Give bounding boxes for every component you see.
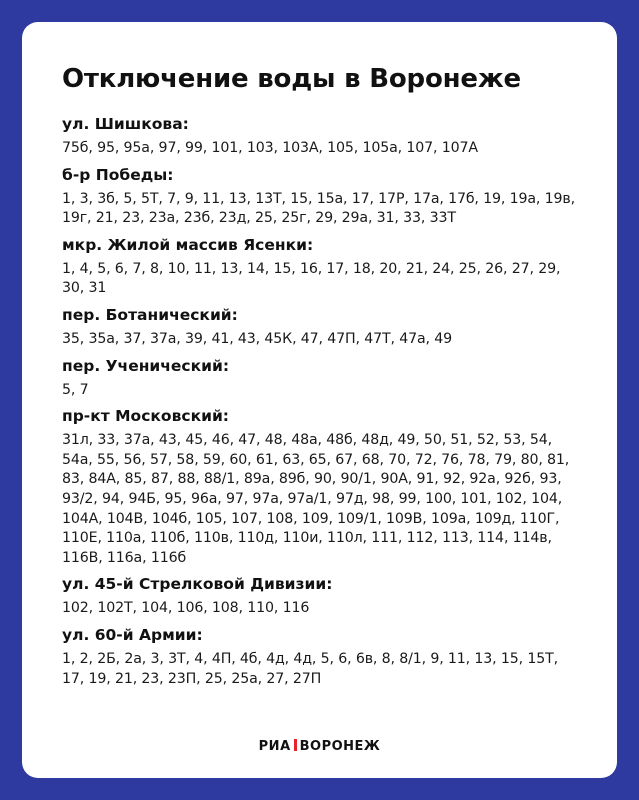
logo-text-left: РИА: [258, 739, 291, 754]
street-section: [62, 305, 579, 350]
house-numbers: 1, 3, 3б, 5, 5Т, 7, 9, 11, 13, 13Т, 15, 15а, 17, 17Р, 17а, 17б, 19, 19а, 19в, 19г, 21, 23, 23а, 23б, 23д, 25, 25г, 29, 29а, 31, 33, 33Т: [62, 190, 575, 227]
house-numbers: 31л, 33, 37а, 43, 45, 46, 47, 48, 48а, 48б, 48д, 49, 50, 51, 52, 53, 54, 54а, 55, 56, 57, 58, 59, 60, 61, 63, 65, 67, 68, 70, 72, 76, 78, 79, 80, 81, 83, 84А, 85, 87, 88, 88/1, 89а, 89б, 90, 90/1, 90А, 91, 92, 92а, 92б, 93, 93/2, 94, 94Б, 95, 96а, 97, 97а, 97а/1, 97д, 98, 99, 100, 101, 102, 104, 104А, 104В, 104б, 105, 107, 108, 109, 109/1, 109В, 109а, 109д, 110Г, 110Е, 110а, 110б, 110в, 110д, 110и, 110л, 111, 112, 113, 114, 114в, 116В, 116а, 116б: [62, 432, 570, 566]
house-numbers: 102, 102Т, 104, 106, 108, 110, 116: [62, 600, 310, 617]
ria-voronezh-logo: [22, 739, 617, 754]
street-section: [62, 165, 579, 229]
street-name: пр-кт Московский:: [62, 407, 230, 426]
house-numbers: 1, 2, 2Б, 2а, 3, 3Т, 4, 4П, 4б, 4д, 4д, 5, 6, 6в, 8, 8/1, 9, 11, 13, 15, 15Т, 17, 19, 21, 23, 23П, 25, 25а, 27, 27П: [62, 650, 558, 687]
content-card: [22, 22, 617, 778]
street-name: ул. Шишкова:: [62, 115, 189, 133]
house-numbers: 35, 35а, 37, 37а, 39, 41, 43, 45К, 47, 47П, 47Т, 47а, 49: [62, 330, 453, 347]
street-section: [62, 625, 579, 689]
street-name: ул. 60-й Армии:: [62, 625, 203, 644]
street-section: [62, 356, 579, 401]
street-name: мкр. Жилой массив Ясенки:: [62, 235, 314, 254]
street-name: пер. Ученический:: [62, 356, 230, 375]
street-section: [62, 406, 579, 568]
page-title: Отключение воды в Воронеже: [62, 64, 521, 94]
house-numbers: 1, 4, 5, 6, 7, 8, 10, 11, 13, 14, 15, 16, 17, 18, 20, 21, 24, 25, 26, 27, 29, 30, 31: [62, 260, 561, 297]
street-section: [62, 114, 579, 159]
street-name: б-р Победы:: [62, 165, 174, 184]
logo-text-right: ВОРОНЕЖ: [299, 739, 381, 754]
house-numbers: 75б, 95, 95а, 97, 99, 101, 103, 103А, 105, 105а, 107, 107А: [62, 140, 478, 156]
street-name: пер. Ботанический:: [62, 305, 238, 324]
street-section: [62, 574, 579, 619]
street-name: ул. 45-й Стрелковой Дивизии:: [62, 575, 333, 594]
logo-separator: [294, 739, 297, 751]
house-numbers: 5, 7: [62, 381, 89, 398]
street-section: [62, 235, 579, 299]
